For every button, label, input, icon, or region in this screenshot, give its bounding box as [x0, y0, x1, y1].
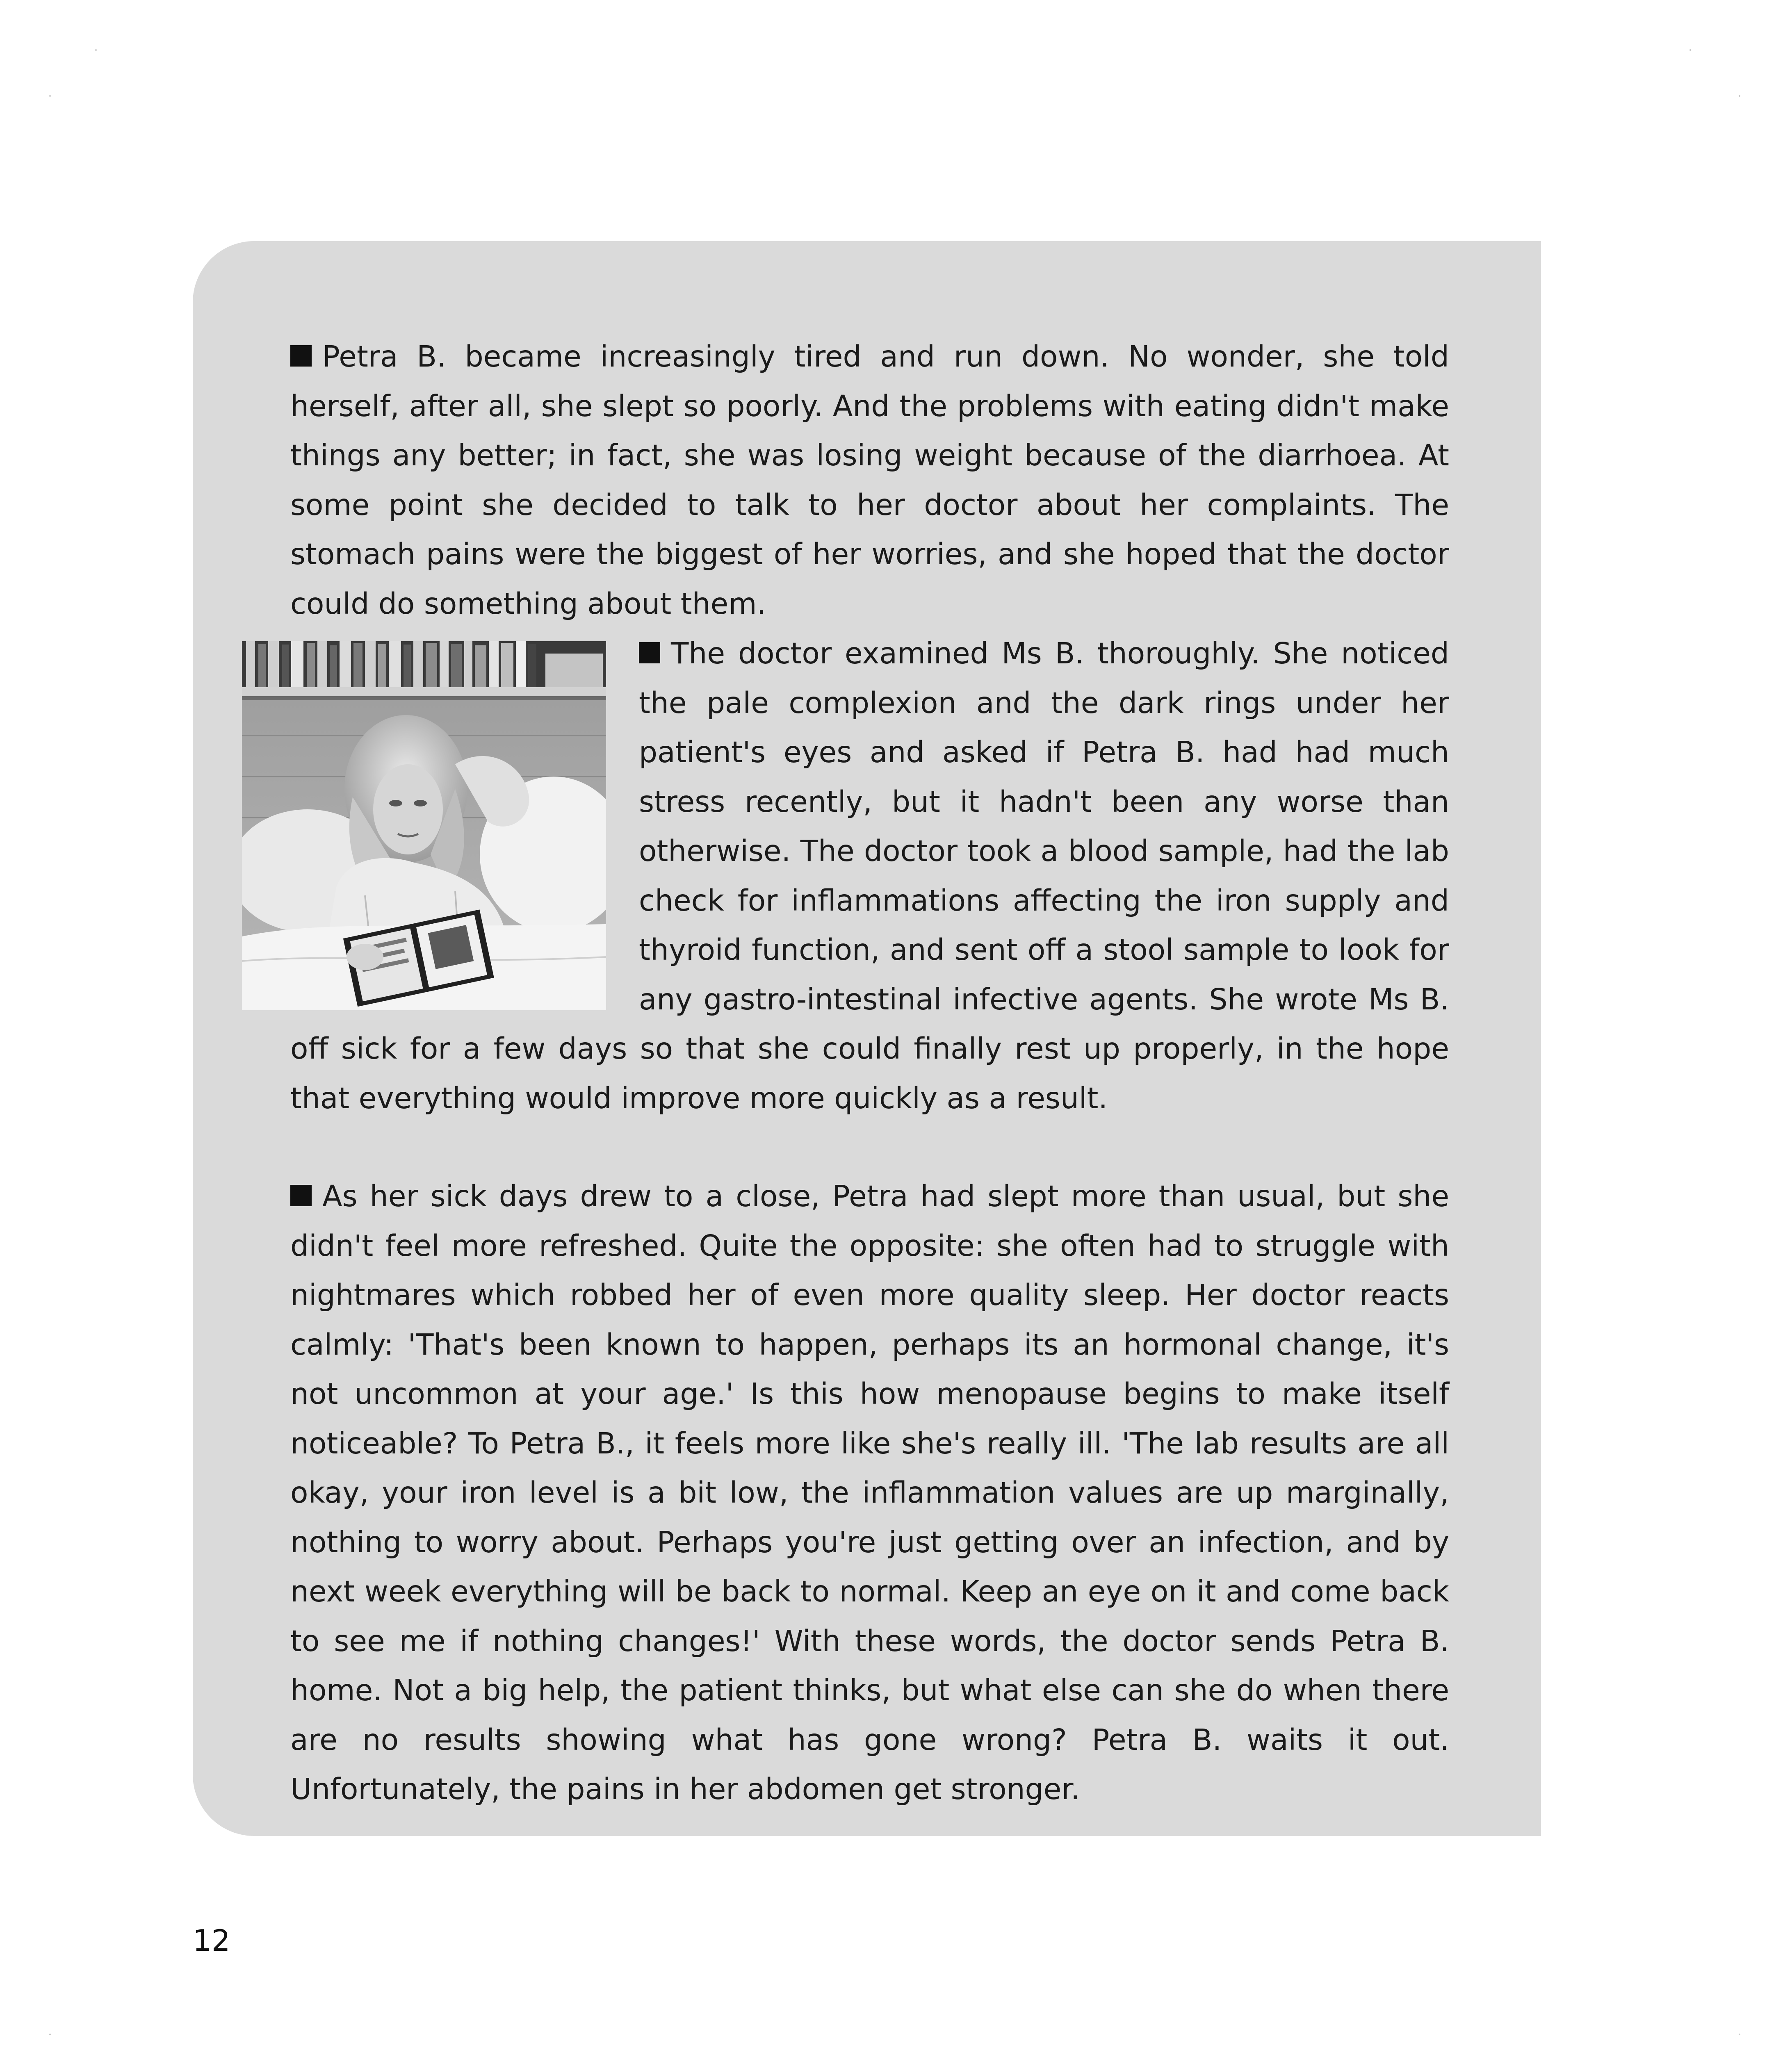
- crop-mark: [1689, 49, 1691, 51]
- paragraph-1-text: Petra B. became increasingly tired and run down. No wonder, she told herself, after all, she slept so poorly. And the problems with eating didn't make things any better; in fact, she was losing weight because of the diarrhoea. At some point she decided to talk to her doctor about her complaints. The stomach pains were the biggest of her worries, and she hoped that the doctor could do something about them.: [290, 339, 1449, 621]
- paragraph-3-text: As her sick days drew to a close, Petra had slept more than usual, but she didn't feel more refreshed. Quite the opposite: she often had to struggle with nightmares which robbed her of even more quality sleep. Her doctor reacts calmly: 'That's been known to happen, perhaps its an hormonal change, it's not uncommon at your age.' Is this how menopause begins to make itself noticeable? To Petra B., it feels more like she's really ill. 'The lab results are all okay, your iron level is a bit low, the inflammation values are up marginally, nothing to worry about. Perhaps you're just getting over an infection, and by next week everything will be back to normal. Keep an eye on it and come back to see me if nothing changes!' With these words, the doctor sends Petra B. home. Not a big help, the patient thinks, but what else can she do when there are no results showing what has gone wrong? Petra B. waits it out. Unfortunately, the pains in her abdomen get stronger.: [290, 1179, 1449, 1806]
- square-bullet-icon: [639, 642, 660, 663]
- paragraph-2: [290, 629, 1449, 1123]
- crop-mark: [49, 2034, 51, 2035]
- crop-mark: [49, 95, 51, 97]
- paragraph-3: [290, 1172, 1449, 1814]
- square-bullet-icon: [290, 345, 312, 367]
- crop-mark: [1739, 2034, 1740, 2035]
- square-bullet-icon: [290, 1185, 312, 1206]
- paragraph-2-text: The doctor examined Ms B. thoroughly. She noticed the pale complexion and the dark rings under her patient's eyes and asked if Petra B. had had much stress recently, but it hadn't been any worse than otherwise. The doctor took a blood sample, had the lab check for inflammations affecting the iron supply and thyroid function, and sent off a stool sample to look for any gastro-intestinal infective agents. She wrote Ms B. off sick for a few days so that she could finally rest up properly, in the hope that everything would improve more quickly as a result.: [290, 636, 1449, 1115]
- photo-woman-in-bed: [242, 641, 606, 1010]
- page-number: 12: [193, 1923, 230, 1958]
- paragraph-1: [290, 332, 1449, 629]
- crop-mark: [1739, 95, 1740, 97]
- crop-mark: [95, 49, 97, 51]
